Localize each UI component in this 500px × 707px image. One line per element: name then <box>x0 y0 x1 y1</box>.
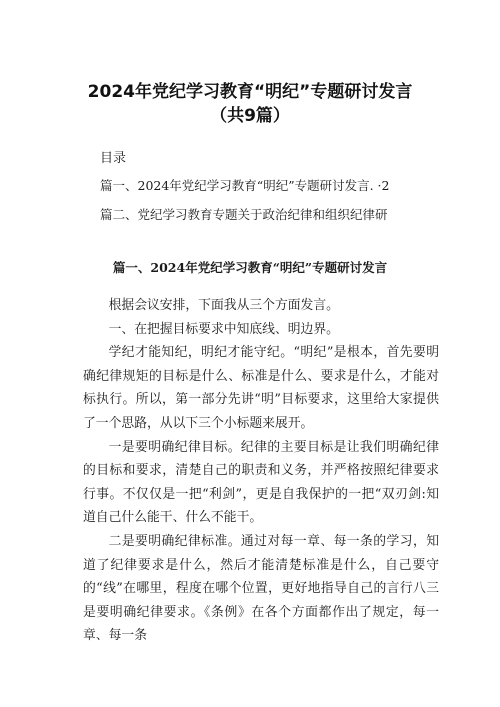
document-subtitle: （共9篇） <box>210 106 290 126</box>
body-paragraph: 一是要明确纪律目标。纪律的主要目标是让我们明确纪律的目标和要求，清楚自己的职责和义务，并严格按照纪律要求行事。不仅仅是一把“利剑”，更是自我保护的一把“双刃剑:知道自己什么能干、什么不能干。 <box>83 439 439 526</box>
document-title: 2024年党纪学习教育“明纪”专题研讨发言 <box>87 82 413 102</box>
toc-heading: 目录 <box>100 151 127 166</box>
body-paragraph: 二是要明确纪律标准。通过对每一章、每一条的学习，知道了纪律要求是什么，然后才能清楚标准是什么，自己要守的“线”在哪里，程度在哪个位置，更好地指导自己的言行八三是要明确纪律要求。《条例》在各个方面都作出了规定，每一章、每一条 <box>83 533 439 644</box>
toc-item: 篇二、党纪学习教育专题关于政治纪律和组织纪律研 <box>100 207 388 222</box>
toc-item: 篇一、2024年党纪学习教育“明纪”专题研讨发言. ·2 <box>100 178 390 193</box>
body-paragraph: 根据会议安排，下面我从三个方面发言。 <box>108 298 339 313</box>
body-paragraph: 一、在把握目标要求中知底线、明边界。 <box>108 321 339 337</box>
body-paragraph: 学纪才能知纪，明纪才能守纪。“明纪”是根本，首先要明确纪律规矩的目标是什么、标准是什么、要求是什么，才能对标执行。所以，第一部分先讲“明”目标要求，这里给大家提供了一个思路，从以下三个小标题来展开。 <box>83 345 439 431</box>
body-text <box>83 294 439 648</box>
section-heading: 篇一、2024年党纪学习教育“明纪”专题研讨发言 <box>112 260 388 275</box>
